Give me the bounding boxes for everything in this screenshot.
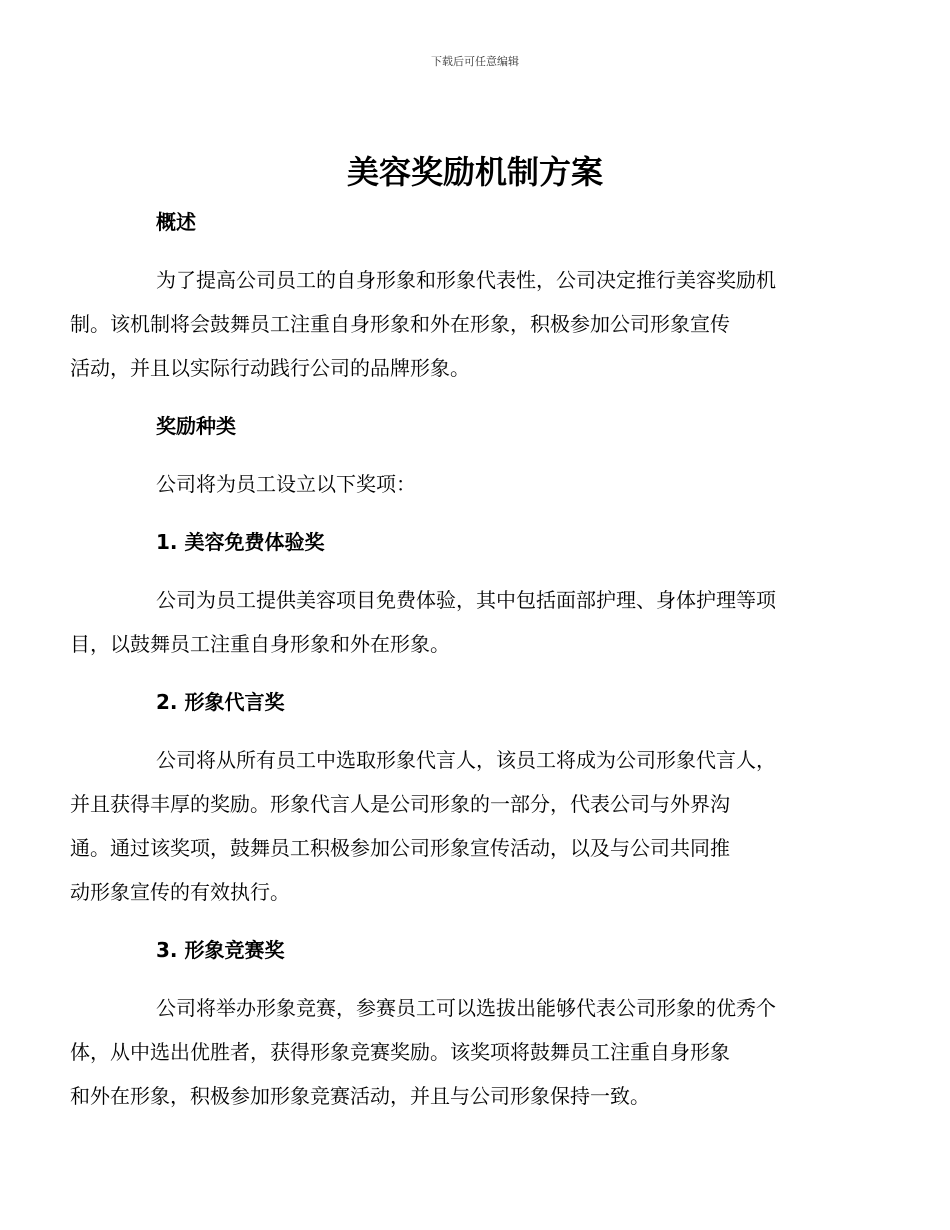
document-title: 美容奖励机制方案: [346, 153, 603, 191]
paragraph-line: 体，从中选出优胜者，获得形象竞赛奖励。该奖项将鼓舞员工注重自身形象: [70, 1040, 730, 1064]
paragraph-award-types: [113, 462, 837, 506]
header-note: 下载后可任意编辑: [431, 55, 519, 68]
section-heading-award-1: 1. 美容免费体验奖: [156, 530, 325, 554]
paragraph-line: 目，以鼓舞员工注重自身形象和外在形象。: [70, 632, 450, 656]
paragraph-line: 公司将举办形象竞赛，参赛员工可以选拔出能够代表公司形象的优秀个: [156, 996, 776, 1020]
paragraph-line: 制。该机制将会鼓舞员工注重自身形象和外在形象，积极参加公司形象宣传: [70, 312, 730, 336]
section-heading-award-3: 3. 形象竞赛奖: [156, 938, 285, 962]
paragraph-line: 和外在形象，积极参加形象竞赛活动，并且与公司形象保持一致。: [70, 1084, 650, 1108]
paragraph-award-2: [70, 738, 837, 914]
paragraph-line: 活动，并且以实际行动践行公司的品牌形象。: [70, 356, 470, 380]
paragraph-line: 公司将从所有员工中选取形象代言人，该员工将成为公司形象代言人，: [156, 748, 776, 772]
paragraph-line: 为了提高公司员工的自身形象和形象代表性，公司决定推行美容奖励机: [156, 268, 776, 292]
paragraph-line: 通。通过该奖项，鼓舞员工积极参加公司形象宣传活动，以及与公司共同推: [70, 836, 730, 860]
section-heading-award-types: 奖励种类: [156, 414, 236, 438]
paragraph-line: 公司为员工提供美容项目免费体验，其中包括面部护理、身体护理等项: [156, 588, 776, 612]
section-heading-award-2: 2. 形象代言奖: [156, 690, 285, 714]
paragraph-line: 公司将为员工设立以下奖项：: [156, 472, 416, 496]
paragraph-line: 并且获得丰厚的奖励。形象代言人是公司形象的一部分，代表公司与外界沟: [70, 792, 730, 816]
paragraph-award-3: [70, 986, 837, 1118]
paragraph-line: 动形象宣传的有效执行。: [70, 880, 290, 904]
paragraph-award-1: [70, 578, 837, 666]
section-heading-overview: 概述: [156, 210, 196, 234]
paragraph-overview: [70, 258, 837, 390]
